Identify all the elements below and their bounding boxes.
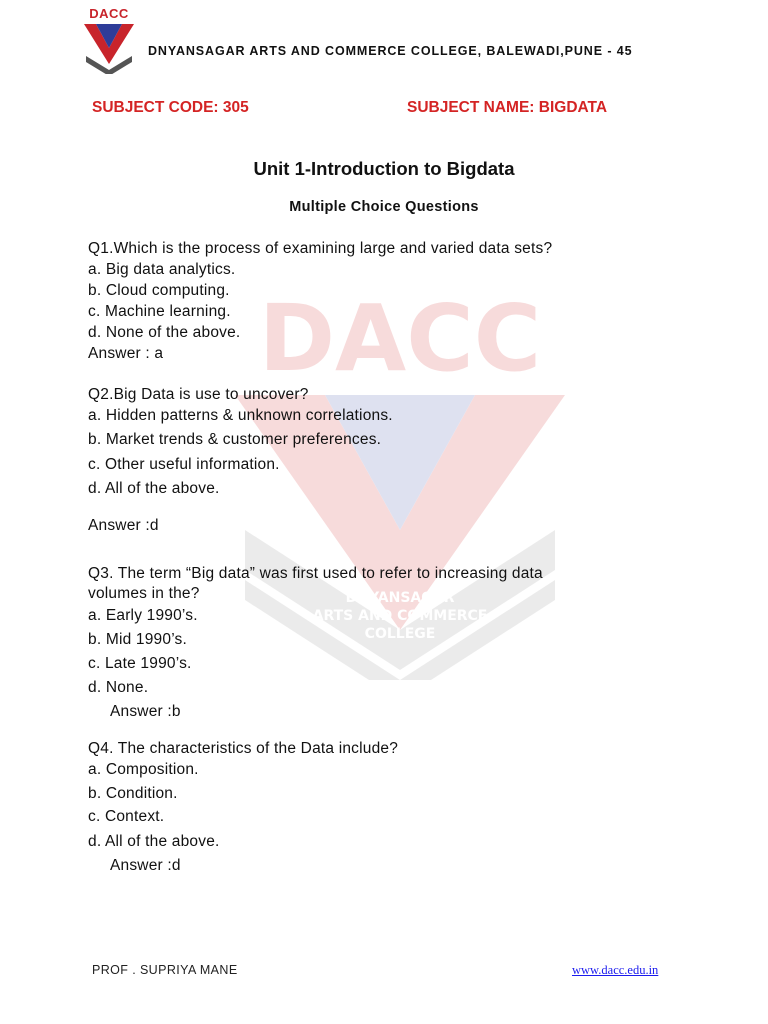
q3-option-b: b. Mid 1990’s.: [88, 631, 188, 648]
question-2: Q2.Big Data is use to uncover?: [88, 386, 309, 403]
q4-option-d: d. All of the above.: [88, 833, 220, 850]
watermark: [215, 300, 585, 680]
footer-professor: PROF . SUPRIYA MANE: [92, 963, 238, 977]
college-name: DNYANSAGAR ARTS AND COMMERCE COLLEGE, BALEWADI,PUNE - 45: [148, 44, 633, 58]
q1-option-d: d. None of the above.: [88, 324, 241, 341]
mcq-subtitle: Multiple Choice Questions: [289, 199, 479, 215]
watermark-logo-icon: [215, 300, 585, 680]
question-4: Q4. The characteristics of the Data include?: [88, 740, 399, 757]
q3-option-d: d. None.: [88, 679, 149, 696]
q4-option-c: c. Context.: [88, 808, 165, 825]
unit-title: Unit 1-Introduction to Bigdata: [253, 158, 515, 179]
q3-option-c: c. Late 1990’s.: [88, 655, 192, 672]
subject-code: SUBJECT CODE: 305: [92, 99, 249, 116]
watermark-line1: DNYANSAGAR: [345, 590, 455, 606]
q2-option-c: c. Other useful information.: [88, 456, 280, 473]
q2-option-d: d. All of the above.: [88, 480, 220, 497]
q3-answer: Answer :b: [110, 703, 181, 720]
q4-option-a: a. Composition.: [88, 761, 199, 778]
question-3-line2: volumes in the?: [88, 585, 200, 602]
q1-answer: Answer : a: [88, 345, 164, 362]
watermark-line3: COLLEGE: [364, 626, 436, 642]
q2-option-b: b. Market trends & customer preferences.: [88, 431, 382, 448]
q1-option-a: a. Big data analytics.: [88, 261, 236, 278]
q4-option-b: b. Condition.: [88, 785, 178, 802]
logo-text: DACC: [89, 6, 129, 21]
watermark-big-text: DACC: [258, 300, 542, 392]
q2-answer: Answer :d: [88, 517, 159, 534]
q4-answer: Answer :d: [110, 857, 181, 874]
question-3-line1: Q3. The term “Big data” was first used to refer to increasing data: [88, 565, 543, 582]
website-link[interactable]: www.dacc.edu.in: [572, 963, 659, 977]
college-logo: [80, 6, 138, 74]
q2-option-a: a. Hidden patterns & unknown correlations.: [88, 407, 393, 424]
watermark-line2: ARTS AND COMMERCE: [312, 608, 488, 624]
q1-option-b: b. Cloud computing.: [88, 282, 230, 299]
subject-name: SUBJECT NAME: BIGDATA: [407, 99, 608, 116]
q1-option-c: c. Machine learning.: [88, 303, 231, 320]
q3-option-a: a. Early 1990’s.: [88, 607, 198, 624]
question-1: Q1.Which is the process of examining large and varied data sets?: [88, 240, 553, 257]
